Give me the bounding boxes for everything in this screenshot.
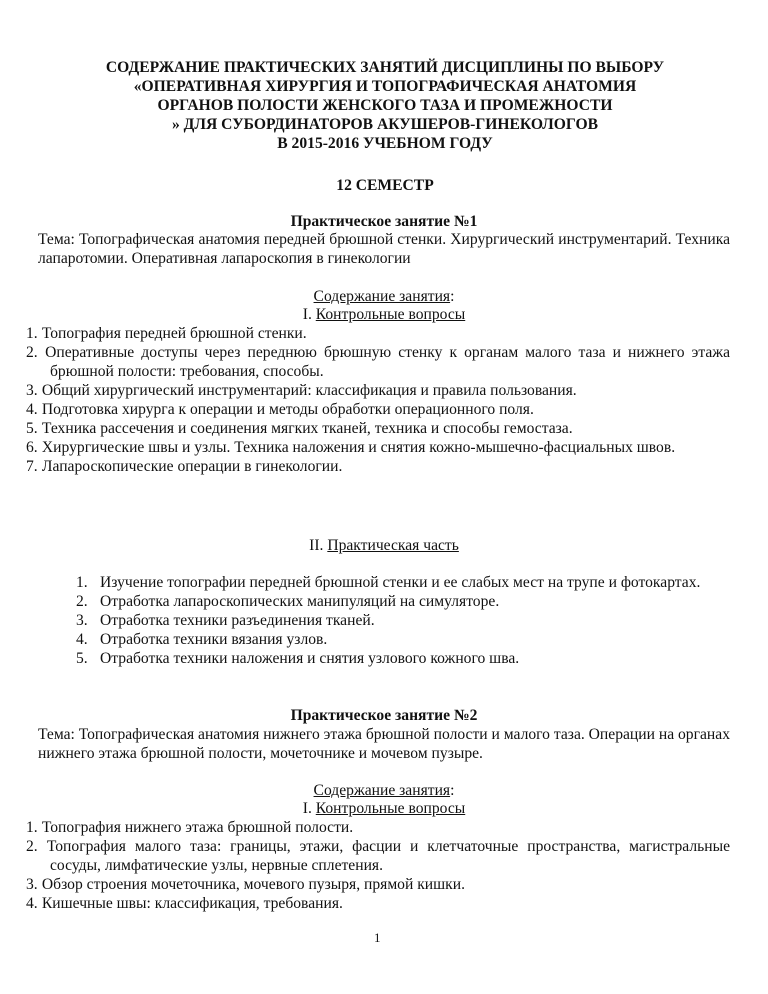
list-item (38, 649, 730, 668)
list-item-text: Топография нижнего этажа брюшной полости. (41, 819, 354, 836)
list-item: 7. Лапароскопические операции в гинекологии. (26, 458, 343, 475)
list-item: 1. Топография нижнего этажа брюшной полости. (26, 819, 354, 836)
title-line-3: ОРГАНОВ ПОЛОСТИ ЖЕНСКОГО ТАЗА И ПРОМЕЖНОСТИ (157, 97, 613, 114)
list-item-text: Отработка техники наложения и снятия узлового кожного шва. (100, 650, 520, 667)
list-item-text: Подготовка хирурга к операции и методы обработки операционного поля. (41, 401, 534, 418)
list-item (38, 573, 730, 592)
lesson1-content-label: Содержание занятия (313, 288, 451, 305)
list-item-text: Оперативные доступы через переднюю брюшную стенку к органам малого таза и нижнего этажа брюшной полости: требования, способы. (45, 344, 730, 380)
list-item-text: Изучение топографии передней брюшной стенки и ее слабых мест на трупе и фотокартах. (100, 574, 701, 591)
lesson1-section2-prefix: II. (309, 537, 328, 554)
lesson1-section1-heading (38, 305, 730, 324)
list-item-text: Отработка техники разъединения тканей. (100, 612, 375, 629)
lesson2-content-colon: : (450, 782, 455, 799)
list-item-number: 2. (76, 593, 88, 610)
lesson1-content-colon: : (450, 288, 455, 305)
lesson2-section1-label: Контрольные вопросы (315, 800, 466, 817)
list-item-text: Топография передней брюшной стенки. (41, 325, 307, 342)
lesson2-section1-prefix: I. (302, 800, 316, 817)
lesson2-section1-heading (38, 799, 730, 818)
page-number: 1 (374, 930, 381, 945)
list-item-text: Топография малого таза: границы, этажи, фасции и клетчаточные пространства, магистральные сосуды, лимфатические узлы, нервные сплетения. (46, 838, 730, 874)
list-item (38, 630, 730, 649)
list-item-text: Кишечные швы: классификация, требования. (41, 895, 343, 912)
list-item (38, 592, 730, 611)
document-title (40, 58, 730, 153)
list-item: 5. Техника рассечения и соединения мягких тканей, техника и способы гемостаза. (26, 420, 573, 437)
lesson2-heading: Практическое занятие №2 (290, 707, 478, 724)
list-item-text: Отработка лапароскопических манипуляций на симуляторе. (100, 593, 500, 610)
list-item-text: Хирургические швы и узлы. Техника наложения и снятия кожно-мышечно-фасциальных швов. (41, 439, 676, 456)
lesson1-section2-label: Практическая часть (327, 537, 459, 554)
lesson2-content-label: Содержание занятия (313, 782, 451, 799)
list-item-text: Обзор строения мочеточника, мочевого пузыря, прямой кишки. (41, 876, 465, 893)
list-item-number: 4. (76, 631, 88, 648)
title-line-2: «ОПЕРАТИВНАЯ ХИРУРГИЯ И ТОПОГРАФИЧЕСКАЯ АНАТОМИЯ (133, 78, 637, 95)
list-item: 2. Топография малого таза: границы, этажи, фасции и клетчаточные пространства, магистральные сосуды, лимфатические узлы, нервные сплетения. (26, 838, 730, 874)
list-item: 3. Обзор строения мочеточника, мочевого пузыря, прямой кишки. (26, 876, 465, 893)
lesson1-section1-label: Контрольные вопросы (315, 306, 466, 323)
lesson1-questions (26, 324, 730, 476)
lesson1-section1-prefix: I. (302, 306, 316, 323)
semester-heading: 12 СЕМЕСТР (336, 177, 434, 194)
title-line-5: В 2015-2016 УЧЕБНОМ ГОДУ (277, 135, 493, 152)
title-line-1: СОДЕРЖАНИЕ ПРАКТИЧЕСКИХ ЗАНЯТИЙ ДИСЦИПЛИНЫ ПО ВЫБОРУ (105, 59, 665, 76)
lesson1-content-heading (38, 287, 730, 306)
lesson2-content-heading (38, 781, 730, 800)
list-item: 3. Общий хирургический инструментарий: классификация и правила пользования. (26, 382, 577, 399)
lesson2-topic: Тема: Топографическая анатомия нижнего этажа брюшной полости и малого таза. Операции на органах нижнего этажа брюшной полости, мочеточнике и мочевом пузыре. (38, 726, 730, 762)
list-item-text: Общий хирургический инструментарий: классификация и правила пользования. (41, 382, 577, 399)
lesson1-topic: Тема: Топографическая анатомия передней брюшной стенки. Хирургический инструментарий. Техника лапаротомии. Оперативная лапароскопия в гинекологии (38, 231, 730, 267)
list-item: 2. Оперативные доступы через переднюю брюшную стенку к органам малого таза и нижнего этажа брюшной полости: требования, способы. (26, 344, 730, 380)
list-item (38, 611, 730, 630)
lesson1-practical (38, 573, 730, 668)
lesson1-heading: Практическое занятие №1 (290, 213, 478, 230)
lesson1-section2-heading (38, 536, 730, 555)
list-item: 1. Топография передней брюшной стенки. (26, 325, 307, 342)
list-item-number: 1. (76, 574, 88, 591)
list-item-text: Техника рассечения и соединения мягких тканей, техника и способы гемостаза. (41, 420, 573, 437)
list-item: 6. Хирургические швы и узлы. Техника наложения и снятия кожно-мышечно-фасциальных швов. (26, 439, 676, 456)
list-item-text: Лапароскопические операции в гинекологии. (41, 458, 343, 475)
lesson2-questions (26, 818, 730, 913)
list-item: 4. Подготовка хирурга к операции и методы обработки операционного поля. (26, 401, 534, 418)
list-item-number: 3. (76, 612, 88, 629)
list-item-number: 5. (76, 650, 88, 667)
title-line-4: » ДЛЯ СУБОРДИНАТОРОВ АКУШЕРОВ-ГИНЕКОЛОГОВ (171, 116, 598, 133)
list-item: 4. Кишечные швы: классификация, требования. (26, 895, 343, 912)
list-item-text: Отработка техники вязания узлов. (100, 631, 328, 648)
